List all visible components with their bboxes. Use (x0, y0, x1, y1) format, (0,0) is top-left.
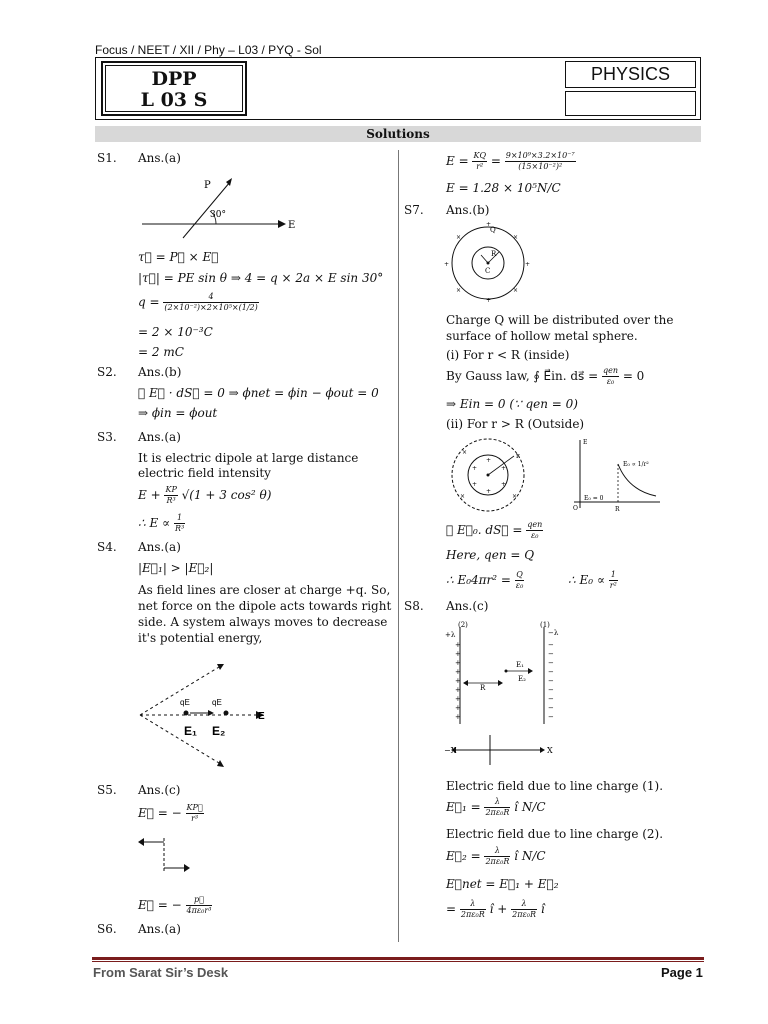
s1-eq1: τ⃗ = P⃗ × E⃗ (138, 250, 219, 264)
s5-eq1: E⃗ = − $\frac{KP⃗}{\text{r³}}$ (138, 803, 203, 823)
s4-figure (134, 655, 284, 775)
svg-text:×: × (456, 234, 462, 241)
s6-number: S6. (97, 922, 117, 936)
s3-text2: electric field intensity (138, 466, 271, 480)
s6-answer: Ans.(a) (138, 922, 181, 936)
dpp-title: DPP (151, 68, 197, 90)
svg-text:+: + (455, 686, 461, 694)
s7-fig-r: R (491, 250, 497, 258)
s8-eq2: E⃗₂ = $\frac{\lambda}{\text{2πε₀R}}$ î N/C (446, 846, 546, 866)
s8-figure (444, 619, 574, 769)
svg-text:+: + (455, 650, 461, 658)
svg-text:+: + (486, 297, 492, 304)
svg-text:+: + (455, 641, 461, 649)
footer-rule-thin (92, 961, 704, 962)
s2-eq2: ⇒ ϕin = ϕout (138, 406, 218, 420)
s7-graph-zero: E₀ = 0 (584, 495, 604, 502)
s7-graph-r: R (615, 506, 620, 513)
s3-number: S3. (97, 430, 117, 444)
svg-text:−: − (548, 704, 554, 712)
s5-answer: Ans.(c) (138, 783, 181, 797)
s7-fig-c: C (485, 267, 491, 275)
s7-eq2: ⇒ Ein = 0 (∵ qen = 0) (446, 397, 578, 411)
svg-text:+: + (486, 222, 492, 228)
s5-eq2: E⃗ = − $\frac{p⃗}{\text{4πε₀r³}}$ (138, 895, 212, 915)
s8-fig-r: R (480, 684, 486, 692)
column-divider (398, 150, 399, 942)
s4-eq1: |E⃗₁| > |E⃗₂| (138, 561, 214, 575)
svg-text:+: + (455, 704, 461, 712)
s4-text2: net force on the dipole acts towards right (138, 599, 392, 613)
s4-text1: As field lines are closer at charge +q. So, (138, 583, 391, 597)
s1-number: S1. (97, 151, 117, 165)
svg-text:×: × (456, 287, 462, 294)
dpp-code: L 03 S (140, 89, 208, 111)
s1-answer: Ans.(a) (138, 151, 181, 165)
s8-fig-l2: (2) (458, 621, 468, 629)
s4-answer: Ans.(a) (138, 540, 181, 554)
s7-graph-origin: O (573, 505, 578, 512)
dpp-box (101, 61, 247, 116)
svg-text:+: + (501, 465, 507, 472)
svg-text:+: + (444, 261, 450, 268)
s8-fig-l1: (1) (540, 621, 550, 629)
svg-text:+: + (455, 659, 461, 667)
svg-text:+: + (472, 465, 478, 472)
svg-text:−: − (548, 668, 554, 676)
svg-text:+: + (455, 695, 461, 703)
s7-text3: (i) For r < R (inside) (446, 348, 570, 362)
s7-figure-gauss (446, 436, 536, 514)
s3-text1: It is electric dipole at large distance (138, 451, 359, 465)
svg-text:−: − (548, 686, 554, 694)
s8-fig-plus-lambda: +λ (445, 631, 456, 639)
s7-text4: (ii) For r > R (Outside) (446, 417, 585, 431)
s5-number: S5. (97, 783, 117, 797)
svg-text:+: + (486, 488, 492, 495)
s7-text2: surface of hollow metal sphere. (446, 329, 638, 343)
s8-fig-negx: −X (444, 746, 457, 755)
s1-fig-angle: 30° (210, 210, 226, 220)
s7-eq4: Here, qen = Q (446, 548, 535, 562)
s2-number: S2. (97, 365, 117, 379)
s8-number: S8. (404, 599, 424, 613)
s4-text3: side. A system always moves to decrease (138, 615, 388, 629)
s7-answer: Ans.(b) (446, 203, 490, 217)
svg-text:+: + (455, 677, 461, 685)
s7-number: S7. (404, 203, 424, 217)
svg-text:−: − (548, 695, 554, 703)
subject-box: PHYSICS (565, 61, 696, 88)
svg-text:×: × (462, 449, 468, 456)
s8-fig-minus-lambda: −λ (548, 629, 559, 637)
svg-text:+: + (455, 668, 461, 676)
svg-text:×: × (460, 493, 466, 500)
s6-eq2: E = 1.28 × 10⁵N/C (446, 181, 561, 195)
s3-answer: Ans.(a) (138, 430, 181, 444)
s1-eq2: |τ⃗| = PE sin θ ⇒ 4 = q × 2a × E sin 30° (138, 271, 384, 285)
s1-fig-p: P (204, 180, 211, 191)
svg-text:+: + (525, 261, 531, 268)
s1-eq4: = 2 × 10⁻³C (138, 325, 213, 339)
s4-fig-qe2: qE (212, 698, 222, 707)
s4-fig-e2: E₂ (212, 724, 226, 738)
s4-text4: it's potential energy, (138, 631, 263, 645)
footer-rule (92, 957, 704, 960)
s7-figure-sphere (443, 222, 533, 304)
svg-text:+: + (455, 713, 461, 721)
s7-eq3: ∮ E⃗₀. dS⃗ = qen ε₀ (446, 520, 543, 540)
s4-fig-qe1: qE (180, 698, 190, 707)
svg-text:+: + (501, 481, 507, 488)
s7-eq1: By Gauss law, ∮ E⃗in. ds⃗ = qen ε₀ = 0 (446, 366, 645, 386)
s1-eq3: q = $\frac{4}{\text{(2×10⁻²)×2×10⁵×(1/2)}}$ (138, 292, 258, 312)
s4-number: S4. (97, 540, 117, 554)
s1-fig-e: E (288, 220, 296, 231)
s2-eq1: ∮ E⃗ · dS⃗ = 0 ⇒ ϕnet = ϕin − ϕout = 0 (138, 386, 379, 400)
s2-answer: Ans.(b) (138, 365, 182, 379)
s7-text1: Charge Q will be distributed over the (446, 313, 674, 327)
svg-text:×: × (513, 287, 519, 294)
s8-eq4: = $\frac{\lambda}{\text{2πε₀R}}$ î + $\frac{\lambda}{\text{2πε₀R}}$ î (446, 899, 545, 919)
s6-eq1: E = $\frac{KQ}{\text{r²}}$ = $\frac{\text{9×10⁹×3.2×10⁻⁷}}{\text{(15×10⁻²)²}}$ (446, 151, 575, 171)
s8-fig-x: X (547, 746, 553, 755)
svg-text:×: × (513, 234, 519, 241)
page-number: Page 1 (661, 965, 703, 980)
s7-field-graph (568, 436, 668, 516)
svg-text:−: − (548, 677, 554, 685)
s1-eq5: = 2 mC (138, 345, 184, 359)
footer-credit: From Sarat Sir’s Desk (93, 965, 229, 980)
s7-eq5: ∴ E₀4πr² = $\frac{Q}{\text{ε₀}}$ (446, 570, 524, 590)
s8-text1: Electric field due to line charge (1). (446, 779, 664, 793)
s8-eq1: E⃗₁ = $\frac{\lambda}{\text{2πε₀R}}$ î N/C (446, 797, 546, 817)
s4-fig-e: E (258, 711, 265, 722)
s8-fig-e2: E₂ (518, 675, 526, 683)
svg-text:×: × (512, 493, 518, 500)
course-line: Focus / NEET / XII / Phy – L03 / PYQ - Sol (95, 43, 322, 57)
s7-fig-q: Q (490, 226, 496, 234)
svg-text:−: − (548, 641, 554, 649)
s7-fig2-r: r (516, 452, 520, 460)
s3-eq2: ∴ E ∝ $\frac{1}{\text{R³}}$ (138, 513, 185, 533)
s8-answer: Ans.(c) (446, 599, 489, 613)
section-title: Solutions (95, 126, 701, 142)
empty-box (565, 91, 696, 116)
s3-eq1: E + $\frac{KP}{\text{R³}}$ √(1 + 3 cos² θ) (138, 485, 272, 505)
s8-text2: Electric field due to line charge (2). (446, 827, 664, 841)
svg-text:−: − (548, 713, 554, 721)
s7-graph-e-axis: E (583, 439, 588, 446)
s8-fig-e1: E₁ (516, 661, 524, 669)
s4-fig-e1: E₁ (184, 724, 197, 738)
s1-figure (138, 172, 298, 240)
s5-figure (138, 832, 198, 882)
svg-text:+: + (486, 457, 492, 464)
s8-eq3: E⃗net = E⃗₁ + E⃗₂ (446, 877, 559, 891)
svg-text:−: − (548, 650, 554, 658)
svg-text:+: + (472, 481, 478, 488)
s7-eq6: ∴ E₀ ∝ $\frac{1}{\text{r²}}$ (568, 570, 617, 590)
svg-text:−: − (548, 659, 554, 667)
s7-graph-label: E₀ ∝ 1/r² (623, 461, 649, 468)
